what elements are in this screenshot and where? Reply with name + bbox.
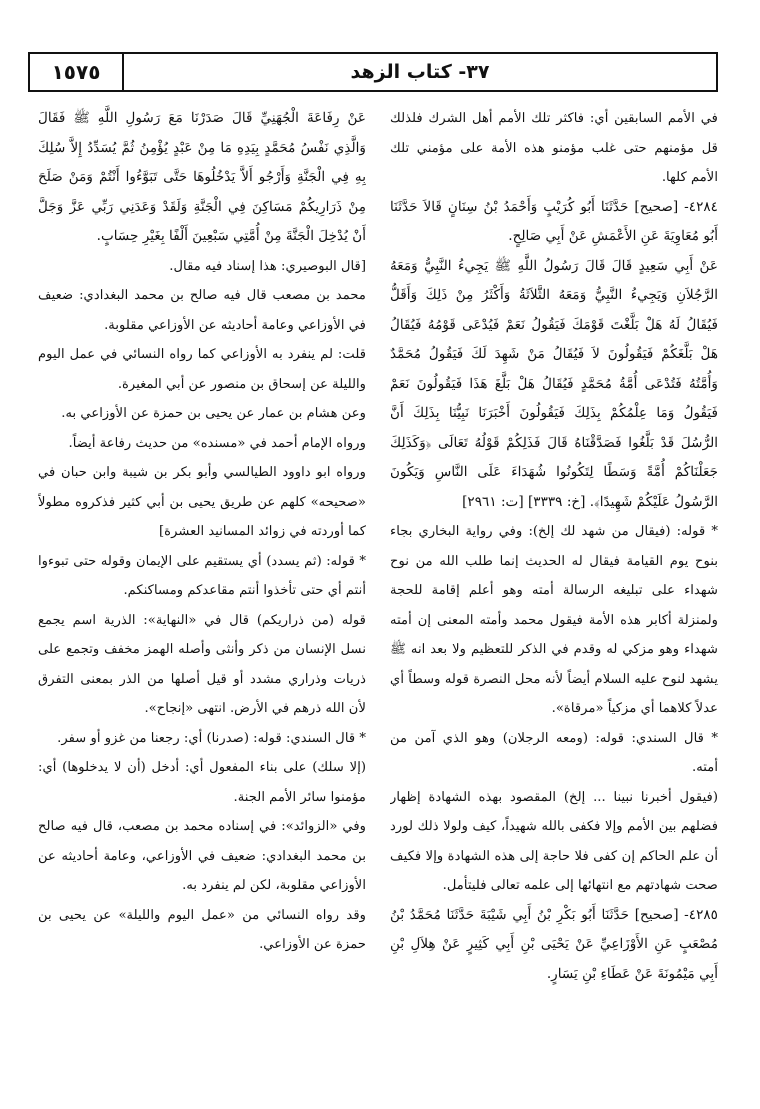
commentary: محمد بن مصعب قال فيه صالح بن محمد البغدادي: ضعيف في الأوزاعي وعامة أحاديثه عن الأوزاعي مقلوبة. (38, 288, 366, 333)
commentary: [قال البوصيري: هذا إسناد فيه مقال. (169, 258, 366, 274)
commentary: وعن هشام بن عمار عن يحيى بن حمزة عن الأوزاعي به. (61, 406, 366, 421)
commentary: * قوله: (ثم يسدد) أي يستقيم على الإيمان وقوله حتى تبوءوا أنتم أي حتى تأخذوا أنتم مقاعدكم ومساكنكم. (38, 553, 366, 598)
left-column (38, 104, 366, 1094)
commentary: * قال السندي: قوله: (صدرنا) أي: رجعنا من غزو أو سفر. (57, 730, 366, 746)
hadith-text: عَنْ أَبِي سَعِيدٍ قَالَ قَالَ رَسُولُ اللَّهِ ﷺ يَجِيءُ النَّبِيُّ وَمَعَهُ الرَّجُلاَنِ وَيَجِيءُ النَّبِيُّ وَمَعَهُ الثَّلاَثَةُ وَأَكْثَرُ مِنْ ذَلِكَ وَأَقَلُّ فَيُقَالُ لَهُ هَلْ بَلَّغْتَ قَوْمَكَ فَيَقُولُ نَعَمْ فَيُدْعَى قَوْمُهُ فَيُقَالُ هَلْ بَلَّغَكُمْ فَيَقُولُونَ لاَ فَيُقَالُ مَنْ شَهِدَ لَكَ فَيَقُولُ مُحَمَّدٌ وَأُمَّتُهُ فَتُدْعَى أُمَّةُ مُحَمَّدٍ فَيُقَالُ هَلْ بَلَّغَ هَذَا فَيَقُولُونَ نَعَمْ فَيَقُولُ وَمَا عِلْمُكُمْ بِذَلِكَ فَيَقُولُونَ أَخْبَرَنَا نَبِيُّنَا بِذَلِكَ أَنَّ الرُّسُلَ قَدْ بَلَّغُوا فَصَدَّقْنَاهُ قَالَ فَذَلِكُمْ قَوْلُهُ تَعَالَى ﴿وَكَذَلِكَ جَعَلْنَاكُمْ أُمَّةً وَسَطًا لِتَكُونُوا شُهَدَاءَ عَلَى النَّاسِ وَيَكُونَ الرَّسُولُ عَلَيْكُمْ شَهِيدًا﴾. [خ: ٣٣٣٩] [ت: ٢٩٦١] (390, 257, 718, 510)
commentary: ورواه ابو داوود الطيالسي وأبو بكر بن شيبة وابن حبان في «صحيحه» كلهم عن طريق يحيى بن أبي كثير فذكروه مطولاً كما أوردته في زوائد المسانيد العشرة] (38, 465, 366, 539)
commentary: * قال السندي: قوله: (ومعه الرجلان) وهو الذي آمن من أمته. (390, 730, 718, 775)
hadith-text: عَنْ رِفَاعَةَ الْجُهَنِيِّ قَالَ صَدَرْنَا مَعَ رَسُولِ اللَّهِ ﷺ فَقَالَ وَالَّذِي نَفْسُ مُحَمَّدٍ بِيَدِهِ مَا مِنْ عَبْدٍ يُؤْمِنُ ثُمَّ يُسَدِّدُ إِلاَّ سُلِكَ بِهِ فِي الْجَنَّةِ وَأَرْجُو أَلاَّ يَدْخُلُوهَا حَتَّى تَبَوَّءُوا أَنْتُمْ وَمَنْ صَلَحَ مِنْ ذَرَارِيكُمْ مَسَاكِنَ فِي الْجَنَّةِ وَلَقَدْ وَعَدَنِي رَبِّي عَزَّ وَجَلَّ أَنْ يُدْخِلَ الْجَنَّةَ مِنْ أُمَّتِي سَبْعِينَ أَلْفًا بِغَيْرِ حِسَابٍ. (38, 110, 366, 244)
commentary: (إلا سلك) على بناء المفعول أي: أدخل (أن لا يدخلوها) أي: مؤمنوا سائر الأمم الجنة. (38, 760, 366, 805)
commentary: قوله (من ذراريكم) قال في «النهاية»: الذرية اسم يجمع نسل الإنسان من ذكر وأنثى وأصله الهمز مخفف وتجمع على ذريات وذراري مشدد أو قيل أصلها من الذر بمعنى التفرق لأن الله ذرهم في الأرض. انتهى «إنجاح». (38, 612, 366, 716)
page-number: ١٥٧٥ (30, 54, 124, 90)
commentary: قلت: لم ينفرد به الأوزاعي كما رواه النسائي في عمل اليوم والليلة عن إسحاق بن منصور عن أبي المغيرة. (38, 347, 366, 392)
commentary: * قوله: (فيقال من شهد لك إلخ): وفي رواية البخاري بجاء بنوح يوم القيامة فيقال له الحديث إنما طلب الله من نوح شهداء على تبليغه الرسالة أمته وهو أعلم إقامة للحجة ولمنزلة أكابر هذه الأمة فيقول محمد وأمته المعنى إن أمته شهداء وهو مزكي له وقدم في الذكر للتعظيم ولا بعد انه ﷺ يشهد لنوح عليه السلام أيضاً لأنه محل النصرة قوله وسطاً أي عدلاً كلاهما أي مزكياً «مرقاة». (390, 524, 718, 716)
commentary: ورواه الإمام أحمد في «مسنده» من حديث رفاعة أيضاً. (68, 435, 366, 451)
hadith-isnad: ٤٢٨٤- [صحيح] حَدَّثَنَا أَبُو كُرَيْبٍ وَأَحْمَدُ بْنُ سِنَانٍ قَالاَ حَدَّثَنَا أَبُو مُعَاوِيَةَ عَنِ الأَعْمَشِ عَنْ أَبِي صَالِحٍ. (390, 198, 718, 244)
hadith-isnad: ٤٢٨٥- [صحيح] حَدَّثَنَا أَبُو بَكْرِ بْنُ أَبِي شَيْبَةَ حَدَّثَنَا مُحَمَّدُ بْنُ مُصْعَبٍ عَنِ الأَوْزَاعِيِّ عَنْ يَحْيَى بْنِ أَبِي كَثِيرٍ عَنْ هِلاَلِ بْنِ أَبِي مَيْمُونَةَ عَنْ عَطَاءِ بْنِ يَسَارٍ. (390, 906, 718, 982)
paragraph: في الأمم السابقين أي: فاكثر تلك الأمم أهل الشرك فلذلك قل مؤمنهم حتى غلب مؤمنو هذه الأمة على مؤمني تلك الأمم كلها. (390, 111, 718, 185)
commentary: وفي «الزوائد»: في إسناده محمد بن مصعب، قال فيه صالح بن محمد البغدادي: ضعيف في الأوزاعي، وعامة أحاديثه عن الأوزاعي مقلوبة، لكن لم ينفرد به. (38, 819, 366, 893)
right-column (390, 104, 718, 1094)
commentary: (فيقول أخبرنا نبينا ... إلخ) المقصود بهذه الشهادة إظهار فضلهم بين الأمم وإلا فكفى بالله شهيداً، كيف ولولا ذلك لورد أن علم الحاكم إن كفى فلا حاجة إلى هذه الشهادة وإلا فكيف صحت شهادتهم مع انتهائها إلى علمه تعالى فليتأمل. (390, 789, 718, 893)
page-header (28, 52, 718, 92)
commentary: وقد رواه النسائي من «عمل اليوم والليلة» عن يحيى بن حمزة عن الأوزاعي. (38, 907, 366, 952)
chapter-title: ٣٧- كتاب الزهد (350, 61, 490, 83)
